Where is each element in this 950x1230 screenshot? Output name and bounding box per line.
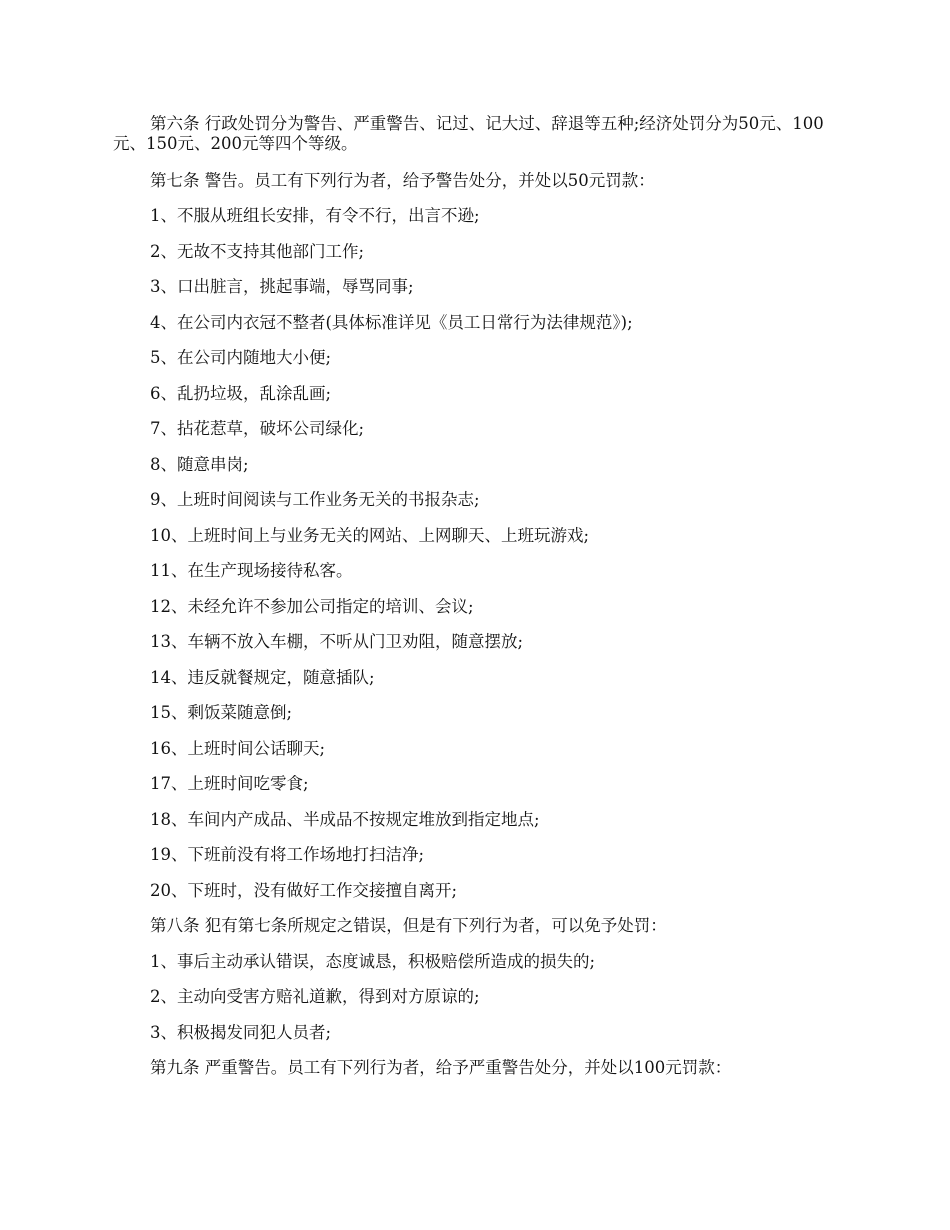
list-item: 9、上班时间阅读与工作业务无关的书报杂志; (150, 490, 480, 509)
list-item: 5、在公司内随地大小便; (150, 348, 332, 367)
paragraph-article-7: 第七条 警告。员工有下列行为者，给予警告处分，并处以50元罚款： (150, 171, 655, 190)
paragraph-article-9: 第九条 严重警告。员工有下列行为者，给予严重警告处分，并处以100元罚款： (150, 1058, 732, 1077)
list-item: 4、在公司内衣冠不整者(具体标准详见《员工日常行为法律规范》); (150, 313, 633, 332)
list-item: 6、乱扔垃圾，乱涂乱画; (150, 384, 332, 403)
list-item: 7、拈花惹草，破坏公司绿化; (150, 419, 365, 438)
list-item: 10、上班时间上与业务无关的网站、上网聊天、上班玩游戏; (150, 526, 590, 545)
paragraph-article-6: 第六条 行政处罚分为警告、严重警告、记过、记大过、辞退等五种;经济处罚分为50元、100元、150元、200元等四个等级。 (113, 114, 824, 153)
list-item: 3、积极揭发同犯人员者; (150, 1023, 332, 1042)
list-item: 20、下班时，没有做好工作交接擅自离开; (150, 881, 458, 900)
paragraph-article-8: 第八条 犯有第七条所规定之错误，但是有下列行为者，可以免予处罚： (150, 916, 667, 935)
list-item: 14、违反就餐规定，随意插队; (150, 668, 375, 687)
list-item: 16、上班时间公话聊天; (150, 739, 326, 758)
list-item: 17、上班时间吃零食; (150, 774, 309, 793)
list-item: 18、车间内产成品、半成品不按规定堆放到指定地点; (150, 810, 540, 829)
list-item: 2、无故不支持其他部门工作; (150, 242, 365, 261)
list-item: 11、在生产现场接待私客。 (150, 561, 353, 580)
list-item: 1、事后主动承认错误，态度诚恳，积极赔偿所造成的损失的; (150, 952, 596, 971)
list-item: 2、主动向受害方赔礼道歉，得到对方原谅的; (150, 987, 480, 1006)
list-item: 13、车辆不放入车棚，不听从门卫劝阻，随意摆放; (150, 632, 524, 651)
list-item: 1、不服从班组长安排，有令不行，出言不逊; (150, 206, 480, 225)
list-item: 8、随意串岗; (150, 455, 249, 474)
list-item: 19、下班前没有将工作场地打扫洁净; (150, 845, 425, 864)
list-item: 12、未经允许不参加公司指定的培训、会议; (150, 597, 474, 616)
list-item: 15、剩饭菜随意倒; (150, 703, 293, 722)
list-item: 3、口出脏言，挑起事端，辱骂同事; (150, 277, 414, 296)
